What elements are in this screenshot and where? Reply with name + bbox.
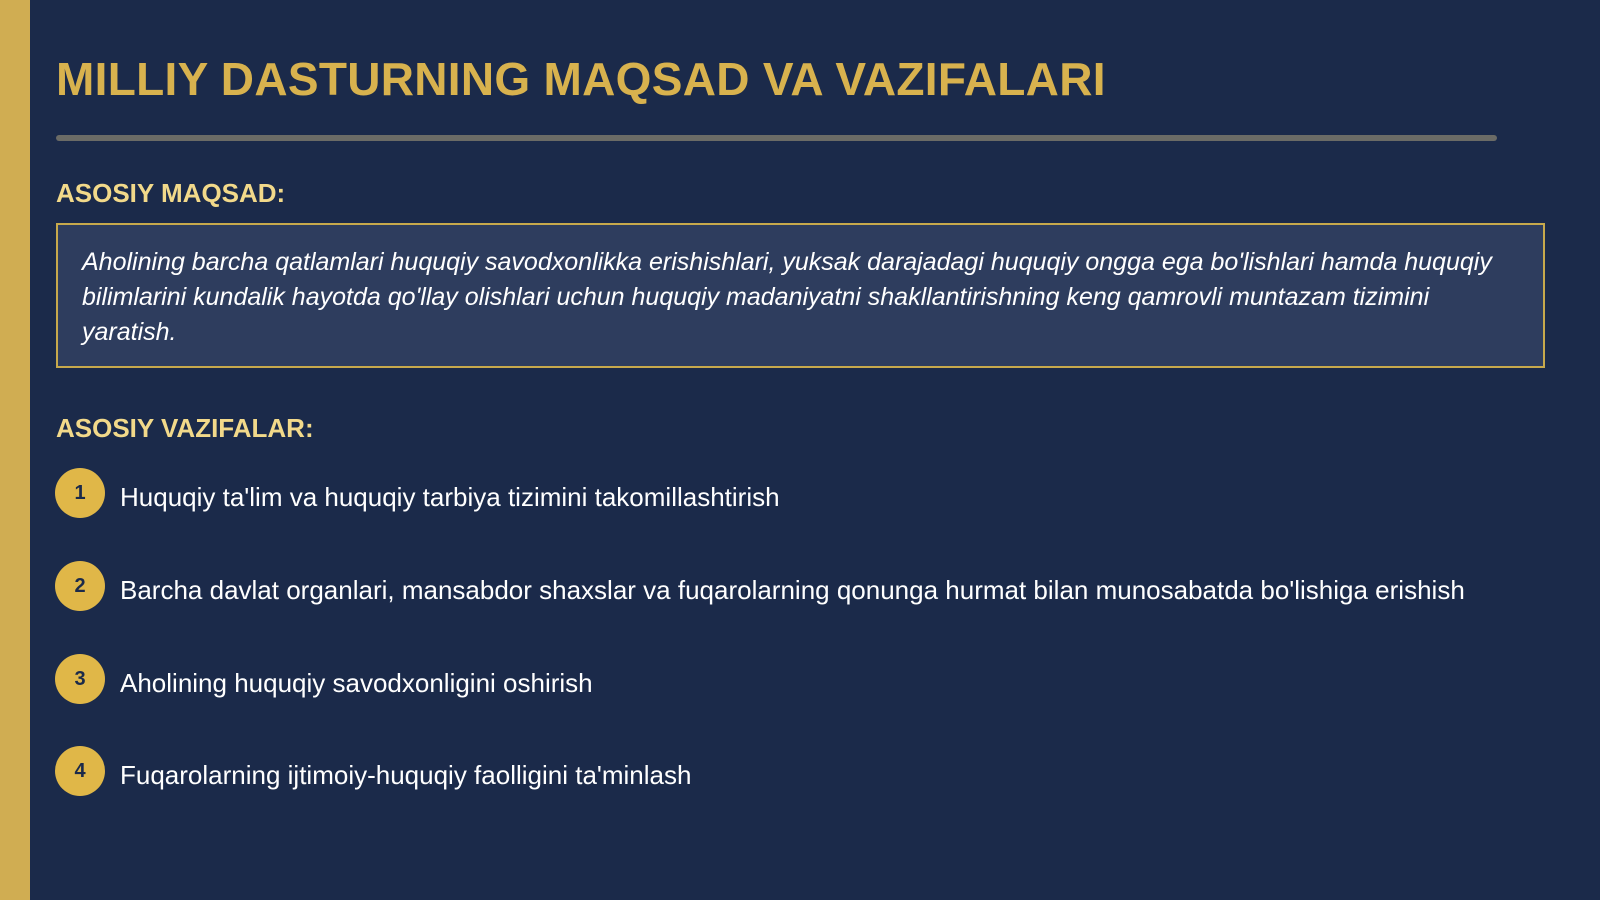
task-text: Huquqiy ta'lim va huquqiy tarbiya tizimini takomillashtirish [120,482,780,512]
task-item [55,561,1555,611]
title-divider [56,135,1497,141]
task-number-badge: 4 [55,746,105,796]
task-item [55,746,1555,796]
goal-box [56,223,1545,368]
task-number-badge: 2 [55,561,105,611]
task-text: Fuqarolarning ijtimoiy-huquqiy faolligini ta'minlash [120,760,692,790]
task-number-badge: 3 [55,654,105,704]
task-item [55,468,1555,518]
accent-bar [0,0,30,900]
task-number-badge: 1 [55,468,105,518]
tasks-heading: ASOSIY VAZIFALAR: [56,413,314,443]
goal-text: Aholining barcha qatlamlari huquqiy savodxonlikka erishishlari, yuksak darajadagi huquqiy ongga ega bo'lishlari hamda huquqiy bilimlarini kundalik hayotda qo'llay olishlari uchun huquqiy madaniyatni shakllantirishning keng qamrovli muntazam tizimini yaratish. [82,248,1492,346]
goal-heading: ASOSIY MAQSAD: [56,178,286,208]
task-item [55,654,1555,704]
slide-title: MILLIY DASTURNING MAQSAD VA VAZIFALARI [56,53,1106,105]
task-text: Aholining huquqiy savodxonligini oshirish [120,668,593,698]
task-text: Barcha davlat organlari, mansabdor shaxslar va fuqarolarning qonunga hurmat bilan munosabatda bo'lishiga erishish [120,575,1465,605]
